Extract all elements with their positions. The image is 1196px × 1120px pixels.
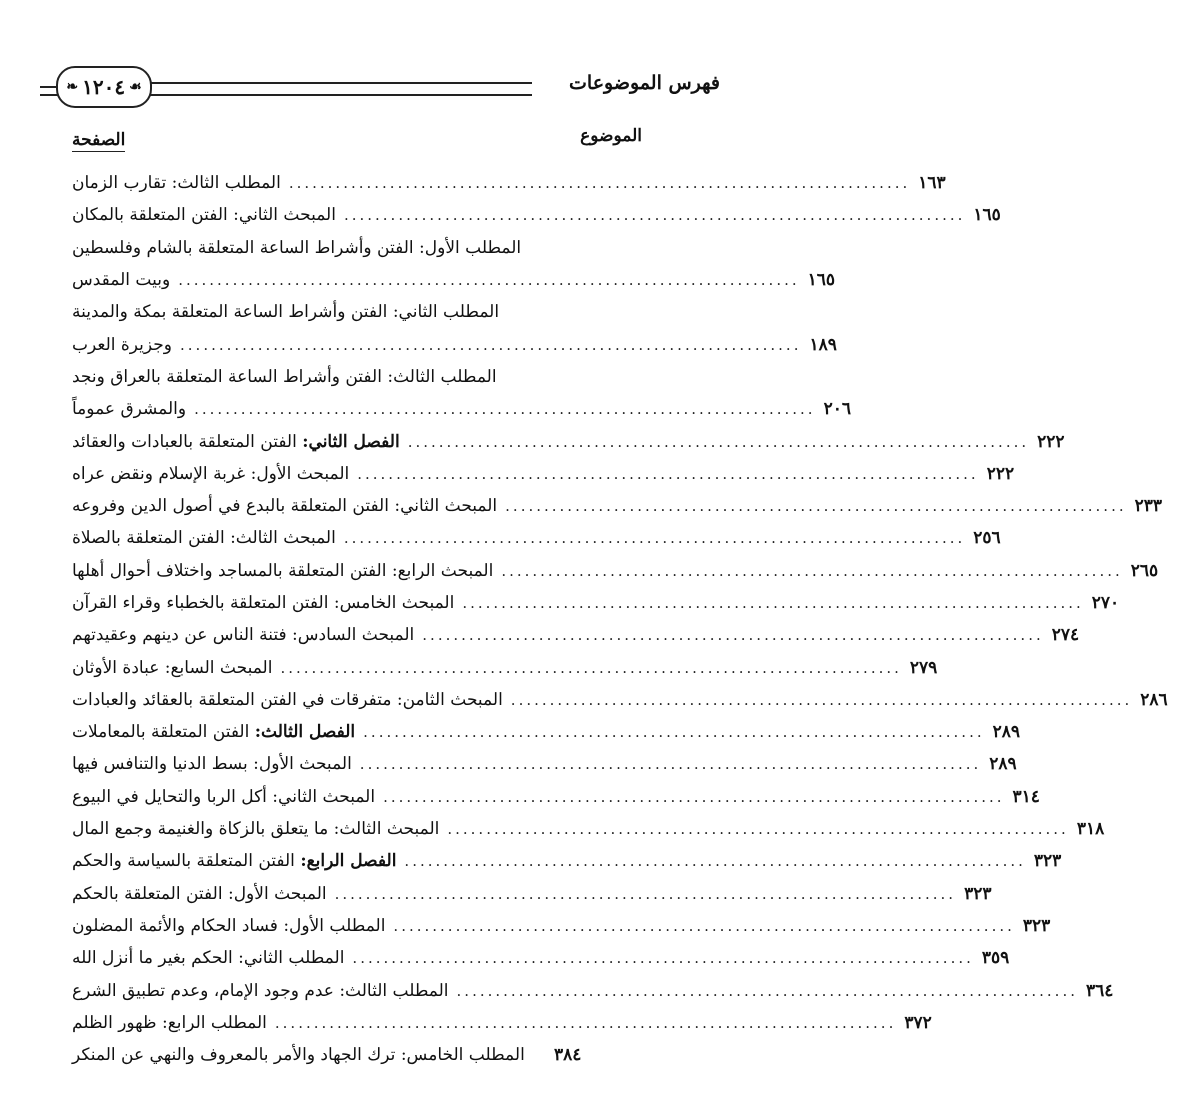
entry-page-number: ٢٥٦: [973, 528, 1001, 549]
entry-title: الفتن المتعلقة بالسياسة والحكم: [72, 851, 295, 872]
entry-label: [72, 464, 349, 484]
toc-entry: [72, 167, 946, 199]
entry-title: والمشرق عموماً: [72, 399, 187, 420]
entry-page-number: ١٦٥: [973, 205, 1001, 226]
leader-dots: ................................................................................: [456, 981, 1078, 1000]
entry-title: الفتن وأشراط الساعة المتعلقة بالعراق ونجد: [72, 366, 382, 387]
entry-prefix: المبحث الرابع:: [391, 560, 494, 581]
entry-prefix: المطلب الثالث:: [387, 366, 497, 387]
entry-page-number: ٣٢٣: [1022, 915, 1051, 936]
entry-label: [72, 754, 352, 774]
leader-dots: ................................................................................: [501, 561, 1123, 580]
entry-prefix: المبحث الأول:: [253, 754, 352, 775]
entry-title: الفتن المتعلقة بالصلاة: [72, 528, 225, 549]
ornament-icon: ❧: [66, 79, 79, 95]
leader-dots: ................................................................................: [404, 852, 1026, 871]
toc-entry: [72, 651, 938, 683]
entry-page-number: ١٦٥: [807, 270, 836, 291]
entry-prefix: المبحث الثاني:: [233, 205, 336, 226]
entry-prefix: المطلب الثاني:: [392, 302, 500, 323]
leader-dots: ................................................................................: [505, 497, 1127, 516]
entry-label: [72, 335, 172, 355]
entry-prefix: المطلب الثالث:: [171, 173, 281, 194]
entry-page-number: ١٨٩: [809, 334, 837, 355]
entry-page-number: ٢٧٤: [1051, 625, 1080, 646]
entry-prefix: المبحث الثامن:: [396, 689, 503, 710]
leader-dots: ................................................................................: [178, 271, 800, 290]
entry-page-number: ٣١٨: [1076, 819, 1105, 840]
entry-title: متفرقات في الفتن المتعلقة بالعقائد والعبادات: [72, 689, 392, 710]
toc-entry: [72, 684, 1168, 716]
entry-title: الفتن المتعلقة بالعبادات والعقائد: [72, 431, 297, 452]
entry-title: فساد الحكام والأئمة المضلون: [72, 915, 278, 936]
entry-title: تقارب الزمان: [72, 173, 167, 194]
entry-label: [72, 851, 396, 871]
entry-label: [72, 690, 503, 710]
entry-page-number: ٣٥٩: [981, 948, 1010, 969]
entry-title: ترك الجهاد والأمر بالمعروف والنهي عن المنكر: [72, 1045, 396, 1066]
entry-label: [72, 432, 400, 452]
toc-entry: [72, 555, 1159, 587]
ornament-icon: ☙: [129, 79, 142, 95]
entry-title: ظهور الظلم: [72, 1012, 157, 1033]
entry-prefix: المطلب الرابع:: [161, 1012, 267, 1033]
entry-prefix: المبحث الأول:: [250, 463, 350, 484]
entry-prefix: المبحث الأول:: [227, 883, 327, 904]
entry-prefix: المبحث السادس:: [292, 625, 415, 646]
table-of-contents: [72, 167, 1168, 1071]
entry-page-number: ٣٧٢: [904, 1012, 932, 1033]
leader-dots: ................................................................................: [407, 432, 1030, 451]
entry-label: [72, 658, 272, 678]
entry-label: [72, 367, 497, 387]
toc-entry: [72, 716, 1021, 748]
entry-page-number: ٢٨٩: [989, 754, 1017, 775]
entry-label: [72, 238, 521, 258]
entry-title: الفتن المتعلقة بالبدع في أصول الدين وفروعه: [72, 496, 389, 517]
entry-page-number: ٢٢٢: [1037, 431, 1065, 452]
entry-prefix: المبحث السابع:: [164, 657, 273, 678]
leader-dots: ................................................................................: [334, 884, 957, 903]
entry-label: [72, 173, 281, 193]
entry-label: [72, 948, 344, 968]
toc-entry: [72, 845, 1062, 877]
page-header: [40, 64, 720, 110]
entry-label: [72, 916, 385, 936]
leader-dots: ................................................................................: [280, 658, 902, 677]
entry-page-number: ٣١٤: [1012, 786, 1040, 807]
entry-prefix: المبحث الخامس:: [333, 593, 455, 613]
leader-dots: ................................................................................: [447, 820, 1069, 839]
leader-dots: ................................................................................: [180, 335, 802, 354]
entry-prefix: المطلب الأول:: [283, 915, 386, 936]
toc-entry: [72, 425, 1065, 457]
entry-page-number: ١٦٣: [918, 173, 946, 194]
entry-prefix: المطلب الخامس:: [400, 1045, 525, 1066]
toc-entry: [72, 587, 1120, 619]
entry-prefix: المبحث الثاني:: [272, 786, 376, 807]
entry-label: [72, 593, 454, 613]
entry-title: الفتن المتعلقة بالمعاملات: [72, 722, 250, 743]
leader-dots: ................................................................................: [343, 529, 966, 548]
entry-prefix: الفصل الثاني:: [302, 431, 400, 452]
toc-entry: [72, 296, 642, 328]
entry-page-number: ٣٦٤: [1085, 980, 1114, 1001]
leader-dots: ................................................................................: [274, 1013, 897, 1032]
entry-page-number: ٢٣٣: [1134, 496, 1163, 517]
entry-prefix: المطلب الثالث:: [339, 980, 449, 1001]
entry-label: [72, 270, 170, 290]
page-column-header: الصفحة: [72, 130, 126, 150]
entry-page-number: ٢٧٠: [1091, 593, 1120, 613]
page-number: ١٢٠٤: [82, 75, 126, 99]
entry-title: أكل الربا والتحايل في البيوع: [72, 786, 267, 807]
toc-entry: [72, 1007, 932, 1039]
toc-entry: [72, 490, 1163, 522]
toc-entry: [72, 748, 1017, 780]
entry-label: [72, 1013, 267, 1033]
entry-title: الفتن المتعلقة بالمكان: [72, 205, 228, 226]
entry-prefix: الفصل الثالث:: [254, 722, 356, 743]
entry-page-number: ٢٦٥: [1130, 560, 1159, 581]
entry-page-number: ٢٨٩: [992, 722, 1021, 743]
leader-dots: ................................................................................: [194, 400, 816, 419]
running-title: فهرس الموضوعات: [569, 72, 720, 94]
toc-entry: [72, 619, 1080, 651]
entry-title: الحكم بغير ما أنزل الله: [72, 948, 233, 969]
entry-label: [72, 302, 499, 322]
leader-dots: ................................................................................: [383, 787, 1005, 806]
entry-label: [72, 205, 336, 225]
entry-prefix: المبحث الثالث:: [333, 819, 440, 840]
entry-label: [72, 722, 355, 742]
entry-page-number: ٢٨٦: [1140, 689, 1168, 710]
entry-label: [72, 625, 414, 645]
toc-entry: [72, 458, 1015, 490]
toc-entry: [72, 264, 836, 296]
entry-prefix: المبحث الثالث:: [230, 528, 336, 549]
leader-dots: ................................................................................: [359, 755, 982, 774]
entry-title: بسط الدنيا والتنافس فيها: [72, 754, 248, 775]
leader-dots: ................................................................................: [510, 690, 1133, 709]
leader-dots: ................................................................................: [422, 626, 1044, 645]
toc-entry: [72, 1039, 642, 1071]
leader-dots: ................................................................................: [288, 174, 911, 193]
entry-title: ما يتعلق بالزكاة والغنيمة وجمع المال: [72, 819, 329, 840]
entry-page-number: ٣٨٤: [554, 1045, 582, 1066]
leader-dots: ................................................................................: [357, 464, 979, 483]
entry-title: عبادة الأوثان: [72, 657, 160, 678]
entry-title: الفتن وأشراط الساعة المتعلقة بالشام وفلسطين: [72, 237, 414, 258]
toc-entry: [72, 910, 1051, 942]
leader-dots: ................................................................................: [462, 594, 1084, 612]
toc-entry: [72, 522, 1001, 554]
entry-label: [72, 819, 439, 839]
entry-label: [72, 561, 493, 581]
leader-dots: ................................................................................: [352, 949, 974, 968]
entry-prefix: المطلب الثاني:: [238, 948, 345, 969]
entry-label: [72, 787, 375, 807]
toc-entry: [72, 878, 992, 910]
entry-label: [72, 884, 327, 904]
toc-entry: [72, 813, 1105, 845]
entry-label: [72, 981, 449, 1001]
entry-page-number: ٣٢٣: [1033, 851, 1062, 872]
entry-title: الفتن المتعلقة بالمساجد واختلاف أحوال أهلها: [72, 560, 387, 581]
entry-title: الفتن المتعلقة بالخطباء وقراء القرآن: [72, 593, 329, 613]
column-headers: [72, 126, 642, 156]
toc-entry: [72, 328, 837, 360]
entry-title: فتنة الناس عن دينهم وعقيدتهم: [72, 625, 287, 646]
entry-page-number: ٣٢٣: [964, 883, 992, 904]
entry-page-number: ٢٠٦: [823, 399, 851, 420]
entry-title: الفتن وأشراط الساعة المتعلقة بمكة والمدينة: [72, 302, 388, 323]
toc-entry: [72, 232, 642, 264]
topic-column-header: الموضوع: [580, 126, 642, 146]
toc-entry: [72, 361, 642, 393]
toc-entry: [72, 199, 1001, 231]
entry-prefix: المطلب الأول:: [419, 237, 522, 258]
leader-dots: ................................................................................: [393, 916, 1015, 935]
entry-title: عدم وجود الإمام، وعدم تطبيق الشرع: [72, 980, 334, 1001]
entry-title: وجزيرة العرب: [72, 334, 173, 355]
page-number-badge: [56, 66, 152, 108]
toc-entry: [72, 974, 1114, 1006]
entry-title: غربة الإسلام ونقض عراه: [72, 463, 246, 484]
entry-page-number: ٢٧٩: [909, 657, 938, 678]
entry-prefix: المبحث الثاني:: [394, 496, 498, 517]
entry-prefix: الفصل الرابع:: [300, 851, 397, 872]
leader-dots: ................................................................................: [343, 206, 966, 225]
toc-entry: [72, 393, 851, 425]
entry-label: [72, 528, 336, 548]
leader-dots: ................................................................................: [363, 723, 985, 742]
toc-entry: [72, 781, 1040, 813]
entry-title: الفتن المتعلقة بالحكم: [72, 883, 223, 904]
entry-page-number: ٢٢٢: [986, 463, 1015, 484]
entry-title: وبيت المقدس: [72, 270, 171, 291]
entry-label: [72, 1045, 525, 1065]
entry-label: [72, 496, 497, 516]
toc-entry: [72, 942, 1010, 974]
entry-label: [72, 399, 186, 419]
